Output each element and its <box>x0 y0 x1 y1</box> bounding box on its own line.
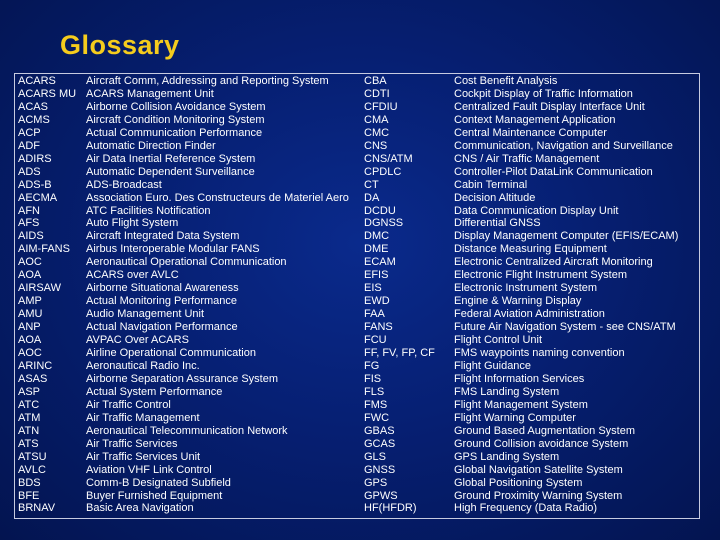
abbreviation-right: DME <box>364 243 389 256</box>
abbreviation-left: AOA <box>18 334 42 347</box>
glossary-row <box>15 217 699 230</box>
definition-right: Data Communication Display Unit <box>454 204 619 217</box>
abbreviation-left: ADF <box>18 139 40 152</box>
definition-left: Actual System Performance <box>86 385 223 398</box>
definition-right: Communication, Navigation and Surveillance <box>454 139 673 152</box>
abbreviation-left: ATS <box>18 437 39 450</box>
glossary-row <box>15 269 699 282</box>
abbreviation-left: ARINC <box>18 359 53 372</box>
abbreviation-left: ATC <box>18 398 40 411</box>
definition-right: Centralized Fault Display Interface Unit <box>454 100 645 113</box>
definition-left: Actual Navigation Performance <box>86 321 238 334</box>
abbreviation-left: AOA <box>18 269 42 282</box>
abbreviation-left: ATN <box>18 424 40 437</box>
glossary-row <box>15 295 699 308</box>
definition-left: Airborne Situational Awareness <box>86 282 239 295</box>
page-title: Glossary <box>60 30 180 60</box>
abbreviation-left: BDS <box>18 476 41 489</box>
abbreviation-right: GBAS <box>364 424 395 437</box>
abbreviation-right: FANS <box>364 321 393 334</box>
glossary-row <box>15 243 699 256</box>
abbreviation-left: AVLC <box>18 463 46 476</box>
abbreviation-left: BFE <box>18 489 40 502</box>
definition-right: Electronic Centralized Aircraft Monitoring <box>454 256 653 269</box>
glossary-row <box>15 347 699 360</box>
abbreviation-left: ATM <box>18 411 41 424</box>
definition-left: Airborne Collision Avoidance System <box>86 100 266 113</box>
definition-left: Air Traffic Services Unit <box>86 450 201 463</box>
abbreviation-right: FF, FV, FP, CF <box>364 347 435 360</box>
abbreviation-right: FIS <box>364 372 382 385</box>
abbreviation-left: ADS <box>18 165 41 178</box>
abbreviation-right: DA <box>364 191 380 204</box>
definition-left: Aeronautical Operational Communication <box>86 256 287 269</box>
abbreviation-right: FCU <box>364 334 387 347</box>
abbreviation-right: DCDU <box>364 204 396 217</box>
definition-right: Cockpit Display of Traffic Information <box>454 87 633 100</box>
abbreviation-left: ACARS <box>18 75 56 87</box>
definition-right: CNS / Air Traffic Management <box>454 152 600 165</box>
definition-right: Ground Proximity Warning System <box>454 489 623 502</box>
abbreviation-left: AFN <box>18 204 40 217</box>
glossary-row <box>15 373 699 386</box>
abbreviation-left: AFS <box>18 217 40 230</box>
definition-right: Flight Guidance <box>454 359 532 372</box>
abbreviation-left: ASP <box>18 385 41 398</box>
definition-left: Airbus Interoperable Modular FANS <box>86 243 260 256</box>
abbreviation-left: ACMS <box>18 113 50 126</box>
abbreviation-left: AMU <box>18 308 43 321</box>
definition-left: Buyer Furnished Equipment <box>86 489 223 502</box>
definition-left: Aircraft Integrated Data System <box>86 230 240 243</box>
abbreviation-right: GNSS <box>364 463 396 476</box>
glossary-row <box>15 140 699 153</box>
glossary-table <box>14 73 700 519</box>
definition-left: Actual Communication Performance <box>86 126 263 139</box>
glossary-row <box>15 399 699 412</box>
glossary-row <box>15 334 699 347</box>
definition-left: Air Traffic Services <box>86 437 178 450</box>
definition-left: Audio Management Unit <box>86 308 205 321</box>
glossary-row <box>15 153 699 166</box>
definition-left: Airline Operational Communication <box>86 347 256 360</box>
definition-left: Comm-B Designated Subfield <box>86 476 231 489</box>
abbreviation-right: CMA <box>364 113 389 126</box>
glossary-row <box>15 386 699 399</box>
glossary-row <box>15 282 699 295</box>
abbreviation-left: ATSU <box>18 450 47 463</box>
definition-left: Aeronautical Telecommunication Network <box>86 424 288 437</box>
abbreviation-right: CNS/ATM <box>364 152 413 165</box>
definition-left: ACARS over AVLC <box>86 269 179 282</box>
abbreviation-left: AMP <box>18 295 42 308</box>
definition-right: Controller-Pilot DataLink Communication <box>454 165 653 178</box>
abbreviation-right: ECAM <box>364 256 396 269</box>
abbreviation-right: HF(HFDR) <box>364 502 417 515</box>
abbreviation-left: AOC <box>18 256 42 269</box>
definition-right: GPS Landing System <box>454 450 560 463</box>
abbreviation-right: CNS <box>364 139 388 152</box>
abbreviation-left: BRNAV <box>18 502 56 515</box>
definition-right: Flight Management System <box>454 398 588 411</box>
glossary-row <box>15 205 699 218</box>
definition-right: Cabin Terminal <box>454 178 528 191</box>
abbreviation-right: CDTI <box>364 87 390 100</box>
definition-right: Ground Based Augmentation System <box>454 424 635 437</box>
glossary-row <box>15 425 699 438</box>
definition-left: Automatic Direction Finder <box>86 139 216 152</box>
definition-right: Federal Aviation Administration <box>454 308 605 321</box>
abbreviation-right: FMS <box>364 398 388 411</box>
definition-left: Aviation VHF Link Control <box>86 463 212 476</box>
glossary-row <box>15 166 699 179</box>
definition-right: FMS waypoints naming convention <box>454 347 625 360</box>
definition-right: Display Management Computer (EFIS/ECAM) <box>454 230 679 243</box>
definition-left: AVPAC Over ACARS <box>86 334 189 347</box>
glossary-row <box>15 256 699 269</box>
definition-right: Electronic Flight Instrument System <box>454 269 628 282</box>
abbreviation-left: ADS-B <box>18 178 52 191</box>
definition-left: ACARS Management Unit <box>86 87 214 100</box>
abbreviation-left: ACARS MU <box>18 87 77 100</box>
abbreviation-right: FWC <box>364 411 390 424</box>
definition-right: Flight Control Unit <box>454 334 543 347</box>
definition-left: ADS-Broadcast <box>86 178 162 191</box>
definition-left: Basic Area Navigation <box>86 502 194 515</box>
abbreviation-right: CMC <box>364 126 390 139</box>
glossary-row <box>15 75 699 88</box>
glossary-row <box>15 412 699 425</box>
abbreviation-right: EIS <box>364 282 382 295</box>
abbreviation-right: GPS <box>364 476 388 489</box>
abbreviation-right: FG <box>364 359 380 372</box>
abbreviation-left: AECMA <box>18 191 58 204</box>
definition-right: FMS Landing System <box>454 385 560 398</box>
definition-left: Aircraft Condition Monitoring System <box>86 113 265 126</box>
glossary-row <box>15 101 699 114</box>
definition-left: Aircraft Comm, Addressing and Reporting System <box>86 75 329 87</box>
definition-left: Airborne Separation Assurance System <box>86 372 278 385</box>
glossary-row <box>15 490 699 503</box>
definition-left: Association Euro. Des Constructeurs de Materiel Aero <box>86 191 349 204</box>
abbreviation-right: GPWS <box>364 489 398 502</box>
abbreviation-right: EFIS <box>364 269 389 282</box>
definition-right: Future Air Navigation System - see CNS/ATM <box>454 321 676 334</box>
abbreviation-left: AIM-FANS <box>18 243 70 256</box>
definition-right: Engine & Warning Display <box>454 295 582 308</box>
definition-left: Automatic Dependent Surveillance <box>86 165 255 178</box>
definition-right: High Frequency (Data Radio) <box>454 502 598 515</box>
abbreviation-left: AIDS <box>18 230 44 243</box>
glossary-row <box>15 127 699 140</box>
glossary-row <box>15 230 699 243</box>
definition-right: Global Positioning System <box>454 476 583 489</box>
definition-right: Differential GNSS <box>454 217 541 230</box>
abbreviation-left: ASAS <box>18 372 48 385</box>
glossary-row <box>15 477 699 490</box>
definition-left: Air Data Inertial Reference System <box>86 152 256 165</box>
definition-right: Flight Warning Computer <box>454 411 576 424</box>
glossary-row <box>15 114 699 127</box>
definition-right: Global Navigation Satellite System <box>454 463 623 476</box>
abbreviation-right: DMC <box>364 230 390 243</box>
definition-right: Cost Benefit Analysis <box>454 75 558 87</box>
glossary-row <box>15 438 699 451</box>
definition-right: Distance Measuring Equipment <box>454 243 607 256</box>
definition-right: Flight Information Services <box>454 372 585 385</box>
definition-right: Ground Collision avoidance System <box>454 437 629 450</box>
definition-left: Air Traffic Management <box>86 411 200 424</box>
abbreviation-right: EWD <box>364 295 390 308</box>
abbreviation-right: GCAS <box>364 437 396 450</box>
glossary-row <box>15 179 699 192</box>
abbreviation-left: ACAS <box>18 100 48 113</box>
abbreviation-right: DGNSS <box>364 217 404 230</box>
glossary-row <box>15 502 699 515</box>
definition-left: Actual Monitoring Performance <box>86 295 238 308</box>
abbreviation-left: AIRSAW <box>18 282 61 295</box>
glossary-row <box>15 451 699 464</box>
glossary-row <box>15 321 699 334</box>
abbreviation-left: ANP <box>18 321 41 334</box>
abbreviation-right: FLS <box>364 385 385 398</box>
glossary-row <box>15 192 699 205</box>
definition-right: Decision Altitude <box>454 191 536 204</box>
abbreviation-left: ADIRS <box>18 152 52 165</box>
glossary-row <box>15 308 699 321</box>
abbreviation-right: CBA <box>364 75 387 87</box>
definition-left: Aeronautical Radio Inc. <box>86 359 200 372</box>
definition-right: Central Maintenance Computer <box>454 126 607 139</box>
definition-right: Electronic Instrument System <box>454 282 598 295</box>
definition-left: Auto Flight System <box>86 217 179 230</box>
abbreviation-left: ACP <box>18 126 41 139</box>
abbreviation-left: AOC <box>18 347 42 360</box>
glossary-row <box>15 360 699 373</box>
definition-right: Context Management Application <box>454 113 616 126</box>
abbreviation-right: CT <box>364 178 379 191</box>
definition-left: ATC Facilities Notification <box>86 204 211 217</box>
glossary-row <box>15 88 699 101</box>
abbreviation-right: CPDLC <box>364 165 402 178</box>
abbreviation-right: GLS <box>364 450 387 463</box>
abbreviation-right: CFDIU <box>364 100 398 113</box>
glossary-row <box>15 464 699 477</box>
definition-left: Air Traffic Control <box>86 398 171 411</box>
abbreviation-right: FAA <box>364 308 385 321</box>
